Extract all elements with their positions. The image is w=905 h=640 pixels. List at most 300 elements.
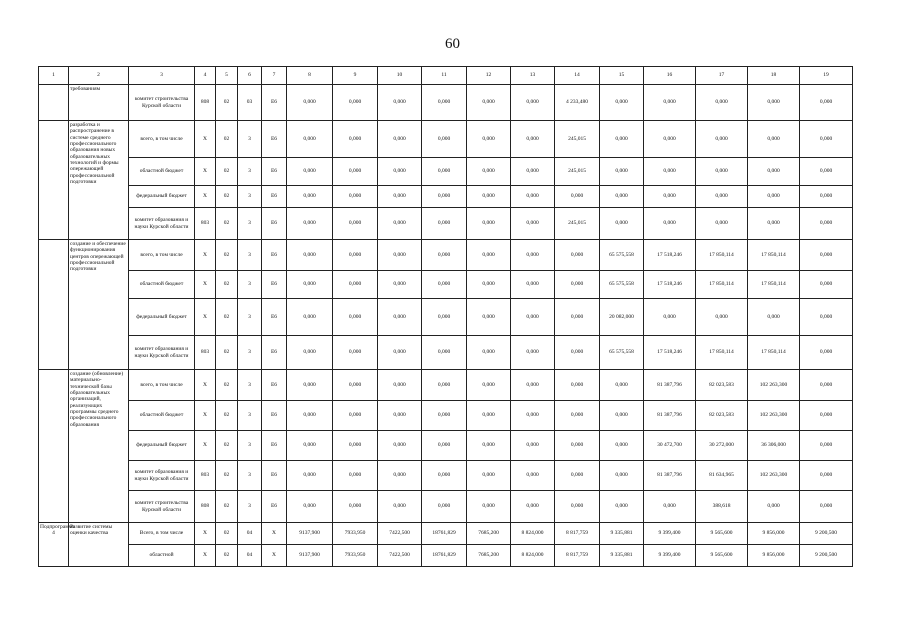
value-cell: 02 <box>216 158 238 186</box>
column-header: 16 <box>644 67 696 85</box>
value-cell: 17 850,114 <box>748 240 800 271</box>
value-cell: 30 472,700 <box>644 431 696 461</box>
value-cell: 7933,950 <box>333 545 378 567</box>
value-cell: 02 <box>216 431 238 461</box>
value-cell: 3 <box>238 240 262 271</box>
value-cell: 0,000 <box>378 336 422 370</box>
value-cell: 3 <box>238 299 262 336</box>
column-header: 5 <box>216 67 238 85</box>
value-cell: 0,000 <box>422 121 467 158</box>
value-cell: 0,000 <box>511 121 555 158</box>
value-cell: Е6 <box>262 299 287 336</box>
value-cell: 8 824,000 <box>511 545 555 567</box>
value-cell: 0,000 <box>748 85 800 121</box>
value-cell: 7933,950 <box>333 523 378 545</box>
value-cell: Е6 <box>262 121 287 158</box>
value-cell: 0,000 <box>467 158 511 186</box>
value-cell: 0,000 <box>644 85 696 121</box>
funding-source-cell: областной <box>129 545 195 567</box>
value-cell: 0,000 <box>422 299 467 336</box>
table-row <box>39 491 853 523</box>
value-cell: 0,000 <box>696 85 748 121</box>
value-cell: Е6 <box>262 431 287 461</box>
value-cell: 0,000 <box>800 85 853 121</box>
table-row <box>39 336 853 370</box>
funding-source-cell: областной бюджет <box>129 158 195 186</box>
funding-source-cell: областной бюджет <box>129 271 195 299</box>
value-cell: 0,000 <box>600 401 644 431</box>
value-cell: 9 856,000 <box>748 523 800 545</box>
value-cell: 0,000 <box>422 370 467 401</box>
value-cell: 0,000 <box>422 431 467 461</box>
column-header: 3 <box>129 67 195 85</box>
value-cell: 803 <box>195 461 216 491</box>
table-row <box>39 523 853 545</box>
value-cell: 0,000 <box>696 186 748 208</box>
value-cell: Е6 <box>262 336 287 370</box>
value-cell: 0,000 <box>287 85 333 121</box>
value-cell: 0,000 <box>378 491 422 523</box>
value-cell: 0,000 <box>555 336 600 370</box>
value-cell: 3 <box>238 186 262 208</box>
value-cell: 0,000 <box>644 208 696 240</box>
value-cell: 9 565,600 <box>696 523 748 545</box>
program-name-cell <box>39 121 69 240</box>
table-row <box>39 461 853 491</box>
table-row <box>39 186 853 208</box>
value-cell: 0,000 <box>696 158 748 186</box>
column-header: 11 <box>422 67 467 85</box>
column-header: 17 <box>696 67 748 85</box>
funding-source-cell: всего, в том числе <box>129 370 195 401</box>
value-cell: 0,000 <box>800 240 853 271</box>
value-cell: 02 <box>216 186 238 208</box>
value-cell: 17 850,114 <box>748 336 800 370</box>
value-cell: 0,000 <box>696 121 748 158</box>
value-cell: 0,000 <box>378 299 422 336</box>
value-cell: 0,000 <box>467 401 511 431</box>
value-cell: 0,000 <box>287 208 333 240</box>
value-cell: 0,000 <box>333 461 378 491</box>
value-cell: 0,000 <box>555 491 600 523</box>
header-row <box>39 67 853 85</box>
value-cell: Е6 <box>262 401 287 431</box>
value-cell: 0,000 <box>287 299 333 336</box>
value-cell: 9 335,881 <box>600 523 644 545</box>
value-cell: Х <box>195 370 216 401</box>
value-cell: 102 263,300 <box>748 370 800 401</box>
budget-table <box>38 66 853 567</box>
program-name-cell <box>39 85 69 121</box>
column-header: 4 <box>195 67 216 85</box>
value-cell: 0,000 <box>800 431 853 461</box>
value-cell: 0,000 <box>511 299 555 336</box>
value-cell: 20 082,000 <box>600 299 644 336</box>
value-cell: 17 850,114 <box>748 271 800 299</box>
value-cell: 0,000 <box>467 336 511 370</box>
value-cell: 02 <box>216 208 238 240</box>
value-cell: 0,000 <box>467 299 511 336</box>
value-cell: Е6 <box>262 208 287 240</box>
value-cell: 245,015 <box>555 208 600 240</box>
value-cell: 0,000 <box>800 208 853 240</box>
value-cell: 0,000 <box>555 299 600 336</box>
value-cell: 803 <box>195 336 216 370</box>
funding-source-cell: всего, в том числе <box>129 121 195 158</box>
value-cell: 0,000 <box>600 491 644 523</box>
measure-name-cell: разработка и распространение в системе среднего профессионального образования новых образовательных технологий и формы опережающей профессиональной подготовки <box>69 121 129 240</box>
value-cell: 808 <box>195 491 216 523</box>
value-cell: 0,000 <box>378 431 422 461</box>
value-cell: 0,000 <box>555 186 600 208</box>
value-cell: 0,000 <box>600 370 644 401</box>
value-cell: 0,000 <box>644 299 696 336</box>
value-cell: 0,000 <box>422 336 467 370</box>
funding-source-cell: Всего, в том числе <box>129 523 195 545</box>
funding-source-cell: комитет образования и науки Курской области <box>129 461 195 491</box>
value-cell: 0,000 <box>600 85 644 121</box>
value-cell: Х <box>195 240 216 271</box>
value-cell: 7422,500 <box>378 545 422 567</box>
value-cell: 02 <box>216 461 238 491</box>
value-cell: 0,000 <box>422 208 467 240</box>
value-cell: Х <box>195 299 216 336</box>
value-cell: Е6 <box>262 158 287 186</box>
value-cell: 0,000 <box>644 121 696 158</box>
value-cell: 04 <box>238 523 262 545</box>
value-cell: 02 <box>216 299 238 336</box>
value-cell: 0,000 <box>287 336 333 370</box>
value-cell: 0,000 <box>422 85 467 121</box>
value-cell: 0,000 <box>511 336 555 370</box>
table-row <box>39 121 853 158</box>
value-cell: 0,000 <box>511 491 555 523</box>
value-cell: 0,000 <box>287 240 333 271</box>
value-cell: Х <box>195 121 216 158</box>
value-cell: 17 850,114 <box>696 271 748 299</box>
value-cell: 02 <box>216 336 238 370</box>
column-header: 2 <box>69 67 129 85</box>
value-cell: Е6 <box>262 370 287 401</box>
value-cell: Е6 <box>262 461 287 491</box>
value-cell: 0,000 <box>748 158 800 186</box>
value-cell: 0,000 <box>333 208 378 240</box>
value-cell: Х <box>195 186 216 208</box>
value-cell: 8 817,759 <box>555 545 600 567</box>
value-cell: 65 575,558 <box>600 336 644 370</box>
value-cell: 0,000 <box>422 461 467 491</box>
value-cell: 803 <box>195 208 216 240</box>
column-header: 14 <box>555 67 600 85</box>
value-cell: 0,000 <box>467 208 511 240</box>
value-cell: 0,000 <box>748 491 800 523</box>
column-header: 18 <box>748 67 800 85</box>
value-cell: 3 <box>238 158 262 186</box>
value-cell: Е6 <box>262 271 287 299</box>
value-cell: Е6 <box>262 491 287 523</box>
value-cell: 0,000 <box>511 271 555 299</box>
column-header: 15 <box>600 67 644 85</box>
value-cell: 02 <box>216 545 238 567</box>
value-cell: 0,000 <box>555 240 600 271</box>
value-cell: 36 306,000 <box>748 431 800 461</box>
value-cell: 17 518,246 <box>644 240 696 271</box>
value-cell: 0,000 <box>467 271 511 299</box>
value-cell: 0,000 <box>511 85 555 121</box>
value-cell: 17 850,114 <box>696 336 748 370</box>
value-cell: 102 263,300 <box>748 461 800 491</box>
value-cell: 0,000 <box>600 158 644 186</box>
value-cell: 0,000 <box>800 186 853 208</box>
column-header: 12 <box>467 67 511 85</box>
value-cell: 0,000 <box>644 186 696 208</box>
value-cell: 3 <box>238 370 262 401</box>
table-row <box>39 545 853 567</box>
value-cell: 3 <box>238 121 262 158</box>
value-cell: 0,000 <box>378 271 422 299</box>
value-cell: 9 399,400 <box>644 523 696 545</box>
value-cell: 81 387,796 <box>644 370 696 401</box>
value-cell: 8 824,000 <box>511 523 555 545</box>
value-cell: 0,000 <box>287 461 333 491</box>
value-cell: 3 <box>238 208 262 240</box>
value-cell: 02 <box>216 85 238 121</box>
value-cell: 65 575,558 <box>600 240 644 271</box>
value-cell: 3 <box>238 491 262 523</box>
value-cell: 0,000 <box>467 85 511 121</box>
table-row <box>39 158 853 186</box>
value-cell: 0,000 <box>467 461 511 491</box>
value-cell: Х <box>262 545 287 567</box>
value-cell: 245,015 <box>555 121 600 158</box>
value-cell: Е6 <box>262 186 287 208</box>
value-cell: 0,000 <box>333 431 378 461</box>
measure-name-cell: Развитие системы оценки качества <box>69 523 129 567</box>
value-cell: Х <box>195 271 216 299</box>
value-cell: 3 <box>238 271 262 299</box>
value-cell: Х <box>195 158 216 186</box>
table-row <box>39 299 853 336</box>
measure-name-cell: создание и обеспечение функционирования центров опережающей профессиональной подготовки <box>69 240 129 370</box>
value-cell: 0,000 <box>333 299 378 336</box>
table-body <box>39 85 853 567</box>
table-row <box>39 431 853 461</box>
value-cell: 0,000 <box>555 370 600 401</box>
value-cell: 18761,829 <box>422 523 467 545</box>
value-cell: 0,000 <box>467 431 511 461</box>
value-cell: 3 <box>238 461 262 491</box>
value-cell: 04 <box>238 545 262 567</box>
column-header: 8 <box>287 67 333 85</box>
value-cell: 0,000 <box>511 240 555 271</box>
value-cell: 02 <box>216 271 238 299</box>
value-cell: 0,000 <box>600 121 644 158</box>
value-cell: 808 <box>195 85 216 121</box>
value-cell: 0,000 <box>644 158 696 186</box>
value-cell: 81 634,965 <box>696 461 748 491</box>
value-cell: 0,000 <box>511 208 555 240</box>
value-cell: 0,000 <box>600 431 644 461</box>
value-cell: 18761,829 <box>422 545 467 567</box>
value-cell: 0,000 <box>378 85 422 121</box>
value-cell: 0,000 <box>511 158 555 186</box>
value-cell: 03 <box>238 85 262 121</box>
value-cell: 0,000 <box>800 461 853 491</box>
value-cell: 17 518,246 <box>644 271 696 299</box>
value-cell: 0,000 <box>748 186 800 208</box>
value-cell: 17 850,114 <box>696 240 748 271</box>
value-cell: 0,000 <box>800 370 853 401</box>
value-cell: 0,000 <box>287 401 333 431</box>
table-row <box>39 370 853 401</box>
column-header: 10 <box>378 67 422 85</box>
column-header: 7 <box>262 67 287 85</box>
funding-source-cell: комитет строительства Курской области <box>129 85 195 121</box>
page-number: 60 <box>445 36 460 52</box>
value-cell: 0,000 <box>287 186 333 208</box>
value-cell: 0,000 <box>287 431 333 461</box>
value-cell: Х <box>195 523 216 545</box>
value-cell: Х <box>262 523 287 545</box>
program-name-cell: Подпрограмма 4 <box>39 523 69 567</box>
funding-source-cell: федеральный бюджет <box>129 299 195 336</box>
value-cell: 0,000 <box>287 121 333 158</box>
value-cell: 0,000 <box>378 461 422 491</box>
column-header: 1 <box>39 67 69 85</box>
value-cell: 0,000 <box>511 431 555 461</box>
value-cell: 02 <box>216 370 238 401</box>
value-cell: 102 263,300 <box>748 401 800 431</box>
value-cell: 0,000 <box>378 158 422 186</box>
value-cell: 0,000 <box>511 370 555 401</box>
column-header: 19 <box>800 67 853 85</box>
measure-name-cell: создание (обновление) материально-технической базы образовательных организаций, реализующих программы среднего профессионального образования <box>69 370 129 523</box>
value-cell: 0,000 <box>422 240 467 271</box>
value-cell: 0,000 <box>333 186 378 208</box>
value-cell: 0,000 <box>333 401 378 431</box>
value-cell: 82 023,583 <box>696 370 748 401</box>
measure-name-cell: требованиям <box>69 85 129 121</box>
value-cell: 81 387,796 <box>644 461 696 491</box>
table-row <box>39 85 853 121</box>
value-cell: 0,000 <box>467 186 511 208</box>
value-cell: 3 <box>238 336 262 370</box>
value-cell: Х <box>195 431 216 461</box>
value-cell: 0,000 <box>696 299 748 336</box>
value-cell: 0,000 <box>422 401 467 431</box>
value-cell: 9137,900 <box>287 545 333 567</box>
value-cell: 0,000 <box>555 461 600 491</box>
value-cell: 02 <box>216 401 238 431</box>
program-name-cell <box>39 370 69 523</box>
table-header <box>39 67 853 85</box>
value-cell: 0,000 <box>555 431 600 461</box>
value-cell: 0,000 <box>378 208 422 240</box>
funding-source-cell: комитет строительства Курской области <box>129 491 195 523</box>
value-cell: 0,000 <box>800 401 853 431</box>
value-cell: 0,000 <box>467 491 511 523</box>
value-cell: 245,015 <box>555 158 600 186</box>
value-cell: 7685,200 <box>467 523 511 545</box>
value-cell: 0,000 <box>333 85 378 121</box>
funding-source-cell: федеральный бюджет <box>129 186 195 208</box>
value-cell: Е6 <box>262 240 287 271</box>
value-cell: 0,000 <box>696 208 748 240</box>
column-header: 13 <box>511 67 555 85</box>
value-cell: 0,000 <box>378 240 422 271</box>
value-cell: 0,000 <box>333 121 378 158</box>
value-cell: 4 233,480 <box>555 85 600 121</box>
value-cell: 9 200,500 <box>800 523 853 545</box>
value-cell: 0,000 <box>800 336 853 370</box>
funding-source-cell: федеральный бюджет <box>129 431 195 461</box>
value-cell: 0,000 <box>333 240 378 271</box>
value-cell: 0,000 <box>378 401 422 431</box>
column-header: 9 <box>333 67 378 85</box>
value-cell: 0,000 <box>600 208 644 240</box>
value-cell: 0,000 <box>422 158 467 186</box>
program-name-cell <box>39 240 69 370</box>
table-row <box>39 401 853 431</box>
value-cell: 0,000 <box>748 208 800 240</box>
table-row <box>39 208 853 240</box>
value-cell: 0,000 <box>555 271 600 299</box>
value-cell: 3 <box>238 431 262 461</box>
value-cell: 7685,200 <box>467 545 511 567</box>
funding-source-cell: областной бюджет <box>129 401 195 431</box>
value-cell: 02 <box>216 121 238 158</box>
value-cell: 0,000 <box>333 370 378 401</box>
value-cell: 0,000 <box>422 271 467 299</box>
value-cell: 81 387,796 <box>644 401 696 431</box>
funding-source-cell: комитет образования и науки Курской области <box>129 336 195 370</box>
table-row <box>39 271 853 299</box>
table-row <box>39 240 853 271</box>
value-cell: 0,000 <box>800 271 853 299</box>
value-cell: 02 <box>216 491 238 523</box>
value-cell: 0,000 <box>555 401 600 431</box>
value-cell: 9 565,600 <box>696 545 748 567</box>
value-cell: 9 399,400 <box>644 545 696 567</box>
value-cell: 0,000 <box>333 491 378 523</box>
value-cell: 0,000 <box>511 461 555 491</box>
value-cell: Е6 <box>262 85 287 121</box>
value-cell: 0,000 <box>333 158 378 186</box>
value-cell: 9 335,881 <box>600 545 644 567</box>
value-cell: 0,000 <box>287 158 333 186</box>
value-cell: 0,000 <box>800 121 853 158</box>
value-cell: 0,000 <box>644 491 696 523</box>
value-cell: 0,000 <box>422 491 467 523</box>
value-cell: 0,000 <box>333 271 378 299</box>
value-cell: 9137,900 <box>287 523 333 545</box>
funding-source-cell: комитет образования и науки Курской области <box>129 208 195 240</box>
value-cell: 0,000 <box>511 186 555 208</box>
value-cell: 0,000 <box>748 299 800 336</box>
value-cell: 0,000 <box>378 370 422 401</box>
funding-source-cell: всего, в том числе <box>129 240 195 271</box>
value-cell: 0,000 <box>287 271 333 299</box>
value-cell: 0,000 <box>422 186 467 208</box>
value-cell: 388,618 <box>696 491 748 523</box>
value-cell: 0,000 <box>378 121 422 158</box>
value-cell: 0,000 <box>600 186 644 208</box>
value-cell: 0,000 <box>467 121 511 158</box>
value-cell: 65 575,558 <box>600 271 644 299</box>
value-cell: 0,000 <box>748 121 800 158</box>
value-cell: 30 272,000 <box>696 431 748 461</box>
value-cell: 82 023,583 <box>696 401 748 431</box>
